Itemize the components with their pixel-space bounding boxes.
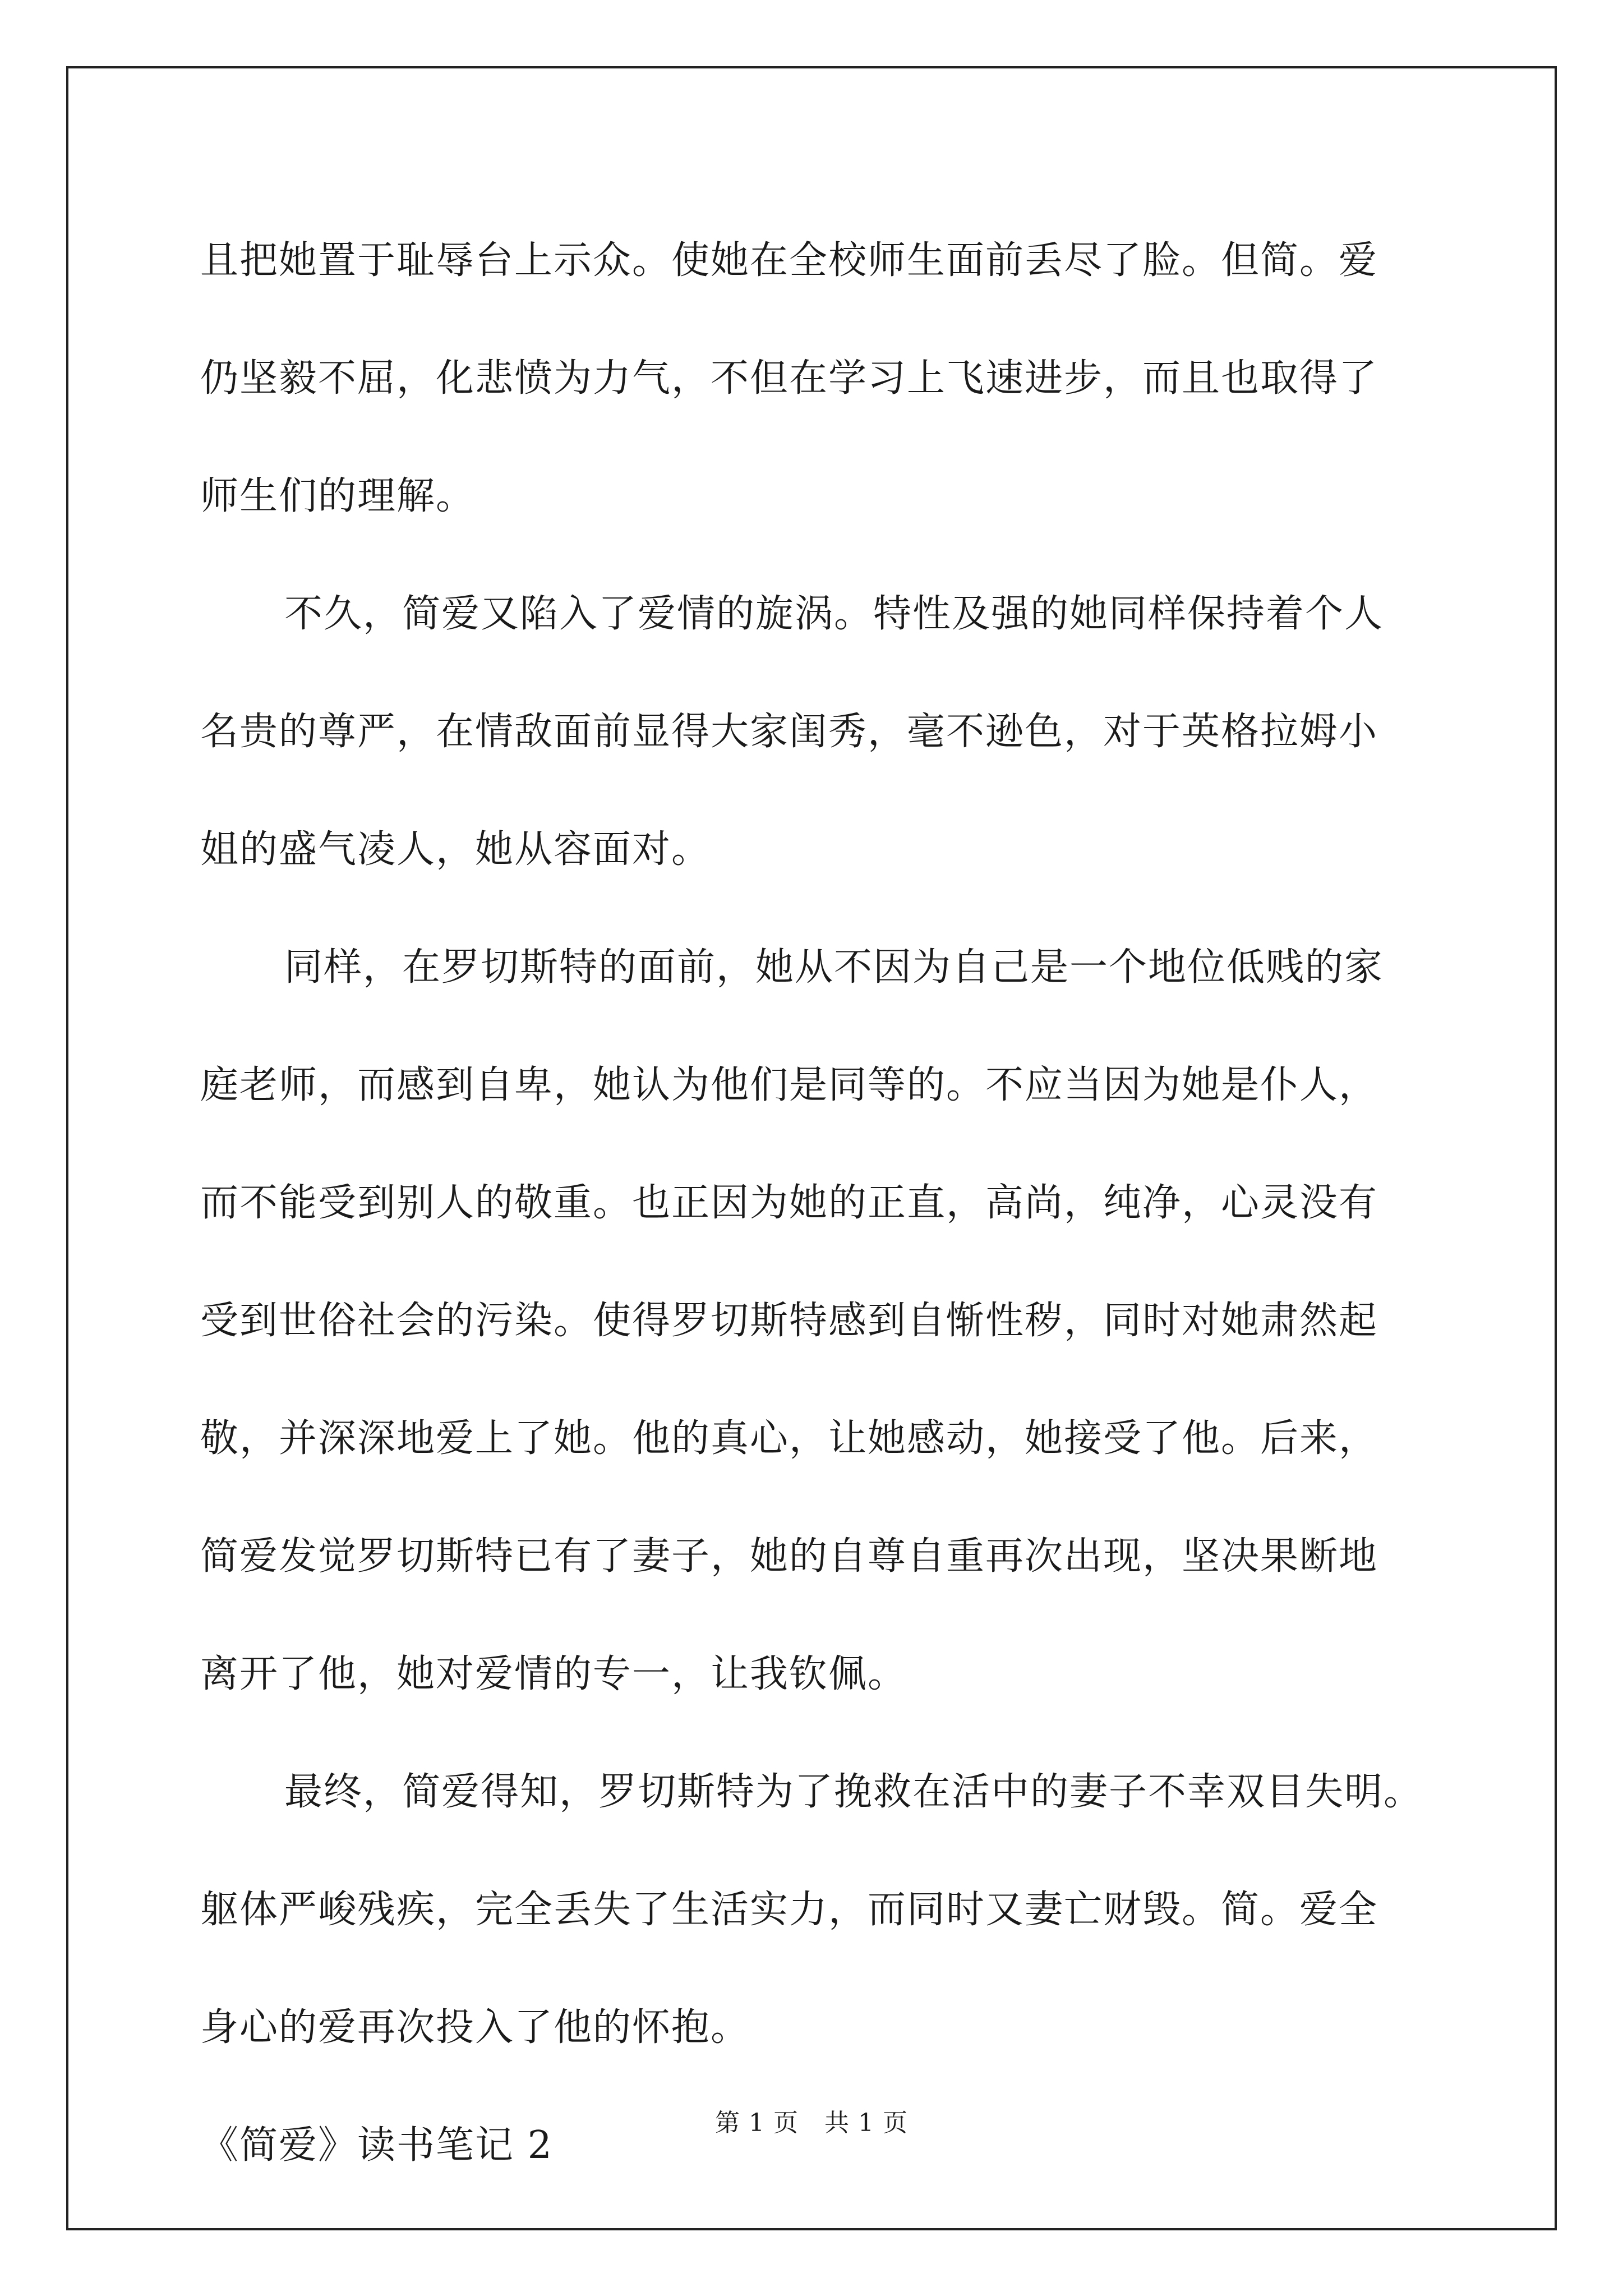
paragraph-start-line: 同样，在罗切斯特的面前，她从不因为自己是一个地位低贱的家: [284, 945, 1384, 990]
document-body: [200, 202, 1468, 2205]
text-line: 庭老师，而感到自卑，她认为他们是同等的。不应当因为她是仆人，: [200, 1063, 1378, 1107]
text-line: 受到世俗社会的污染。使得罗切斯特感到自惭性秽，同时对她肃然起: [200, 1299, 1378, 1343]
section-heading: 《简爱》读书笔记 2: [200, 2123, 553, 2168]
paragraph-start-line: 不久，简爱又陷入了爱情的旋涡。特性及强的她同样保持着个人: [284, 592, 1384, 636]
paragraph-start-line: 最终，简爱得知，罗切斯特为了挽救在活中的妻子不幸双目失明。: [284, 1770, 1423, 1814]
text-line: 躯体严峻残疾，完全丢失了生活实力，而同时又妻亡财毁。简。爱全: [200, 1888, 1378, 1932]
page-footer: [0, 2106, 1623, 2140]
text-line: 简爱发觉罗切斯特已有了妻子，她的自尊自重再次出现，坚决果断地: [200, 1534, 1378, 1579]
text-line: 名贵的尊严，在情敌面前显得大家闺秀，毫不逊色，对于英格拉姆小: [200, 710, 1378, 754]
text-line: 且把她置于耻辱台上示众。使她在全校师生面前丢尽了脸。但简。爱: [200, 238, 1378, 283]
text-line: 身心的爱再次投入了他的怀抱。: [200, 2005, 750, 2050]
text-line: 仍坚毅不屈，化悲愤为力气，不但在学习上飞速进步，而且也取得了: [200, 356, 1378, 401]
page-count: 共 1 页: [824, 2109, 908, 2137]
text-line: 师生们的理解。: [200, 474, 476, 518]
text-line: 姐的盛气凌人，她从容面对。: [200, 827, 711, 872]
text-line: 而不能受到别人的敬重。也正因为她的正直，高尚，纯净，心灵没有: [200, 1181, 1378, 1225]
page-number: 第 1 页: [715, 2109, 799, 2137]
text-line: 离开了他，她对爱情的专一，让我钦佩。: [200, 1652, 907, 1696]
text-line: 敬，并深深地爱上了她。他的真心，让她感动，她接受了他。后来，: [200, 1416, 1378, 1461]
